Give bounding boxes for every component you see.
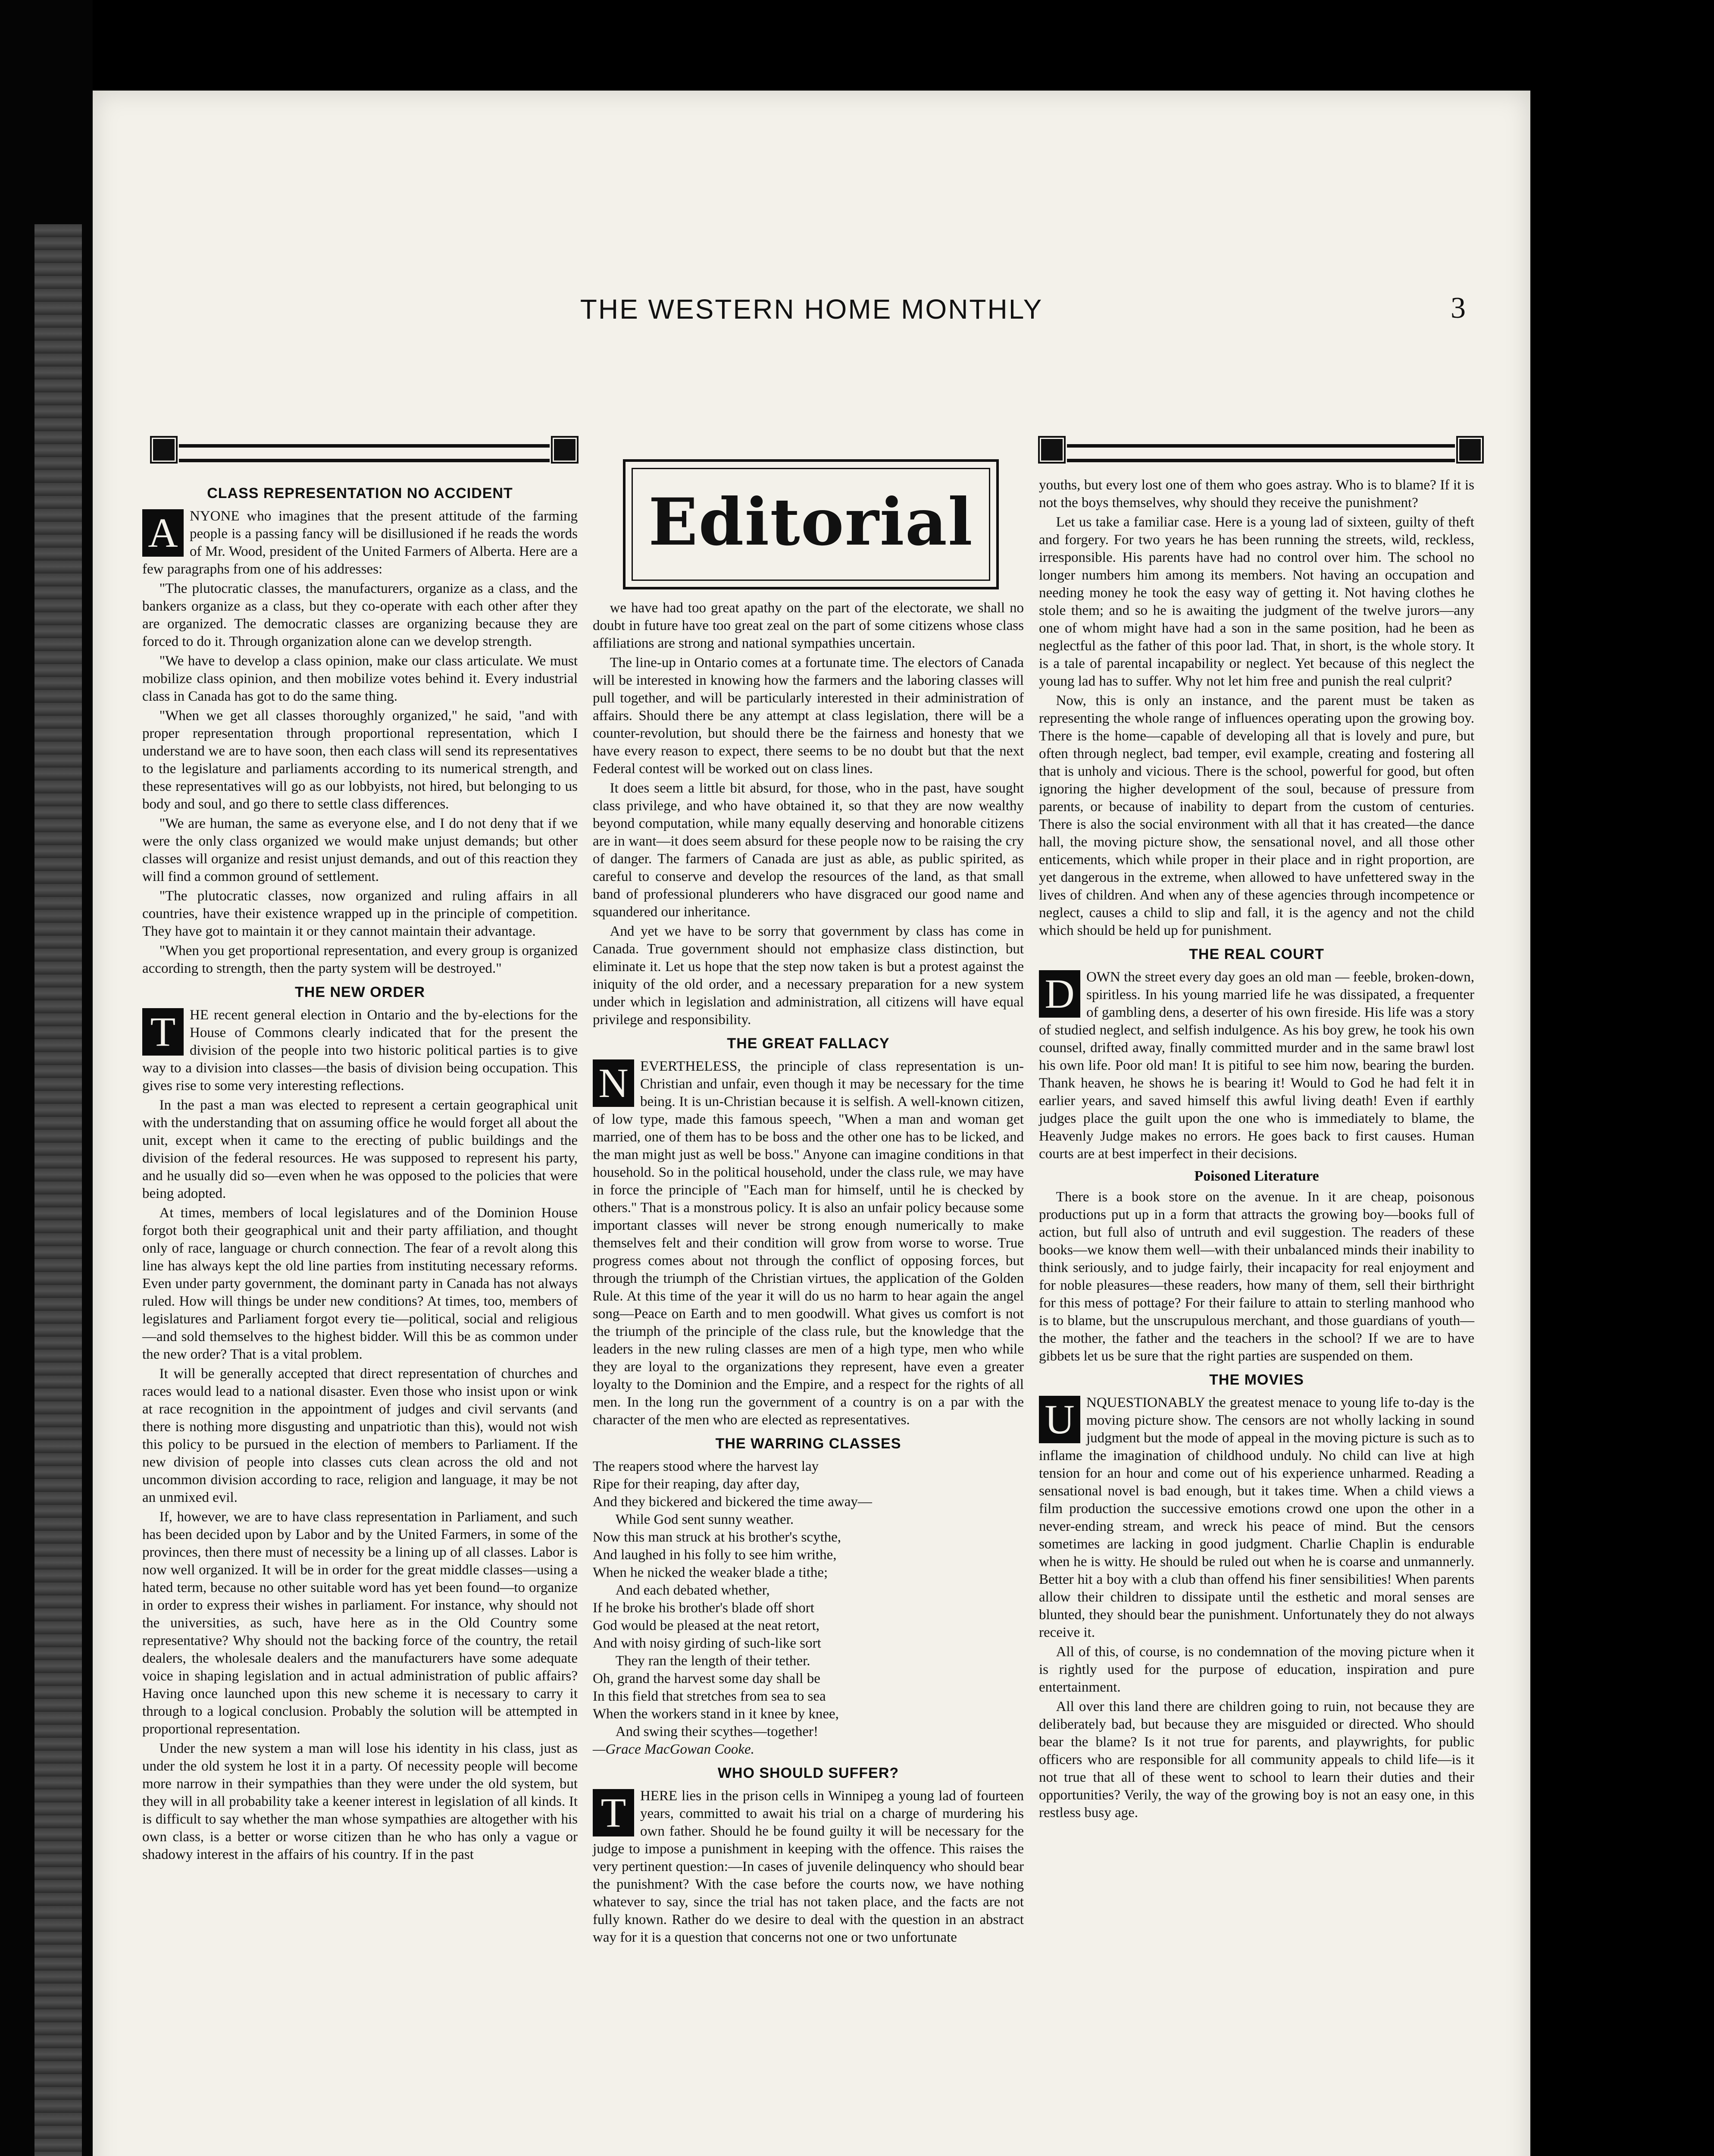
- drop-cap: N: [593, 1059, 634, 1107]
- poem-line: Ripe for their reaping, day after day,: [593, 1476, 800, 1492]
- article-paragraph: And yet we have to be sorry that government by class has come in Canada. True government should not emphasize class distinction, but eliminate it. Let us hope that the step now taken is but a protest against the iniquity of the old order, and a necessary preparation for a new system under which in legislation and administration, all citizens will have equal privilege and responsibility.: [593, 924, 1024, 1028]
- facing-page-strip: [34, 224, 82, 2156]
- column-right: [1039, 476, 1474, 1824]
- poem-line: And swing their scythes—together!: [615, 1724, 818, 1739]
- poem-line: And laughed in his folly to see him writhe,: [593, 1547, 837, 1563]
- article-paragraph: D OWN the street every day goes an old man — feeble, broken-down, spiritless. In his young married life he was dissipated, a frequenter of gambling dens, a deserter of his own fireside. His life was a story of studied neglect, and selfish indulgence. As his boy grew, he took his own counsel, drifted away, finally committed murder and in the same brawl lost his own life. Poor old man! It is pitiful to see him now, bearing the burden. Thank heaven, he shows he is bearing it! Would to God he had felt it in earlier years, and saved himself this awful living death! Even if earthly judges place the guilt upon the one who is immediately to blame, the Heavenly Judge makes no errors. He goes back to first causes. Human courts are at best imperfect in their decisions.: [1039, 969, 1474, 1162]
- column-center: [593, 599, 1024, 1948]
- page-number: 3: [1451, 291, 1466, 325]
- poem-line: Oh, grand the harvest some day shall be: [593, 1671, 820, 1686]
- article-paragraph: T HERE lies in the prison cells in Winnipeg a young lad of fourteen years, committed to await his trial on a charge of murdering his own father. Should he be found guilty it will be necessary for the judge to impose a punishment in keeping with the offence. This raises the very pertinent question:—In cases of juvenile delinquency who should bear the punishment? With the case before the courts now, we have nothing whatever to say, since the trial has not taken place, and the facts are not fully known. Rather do we desire to deal with the question in an abstract way for it is a question that concerns not one or two unfortunate: [593, 1788, 1024, 1945]
- poem-line: They ran the length of their tether.: [615, 1653, 810, 1669]
- article-paragraph: Under the new system a man will lose his identity in his class, just as under the old system he lost it in a party. Of necessity people will become more narrow in their sympathies than they were under the old system, but they will in all probability take a keener interest in legislation of all kinds. It is difficult to say whether the man whose sympathies are altogether with his own class, is a better or worse citizen than he who has only a vague or shadowy interest in the affairs of his country. If in the past: [142, 1741, 578, 1862]
- article-paragraph: All over this land there are children going to ruin, not because they are deliberately bad, but because they are misguided or directed. Who should bear the blame? Is it not true for parents, and playwrights, for public officers who are responsible for all community appeals to child life—is it not true that all of these went to school to learn their duties and their opportunities? Verily, the way of the growing boy is not an easy one, in this restless busy age.: [1039, 1699, 1474, 1821]
- drop-cap: U: [1039, 1396, 1080, 1443]
- article-paragraph: "We have to develop a class opinion, make our class articulate. We must mobilize class opinion, and then mobilize votes behind it. Every industrial class in Canada has got to do the same thing.: [142, 653, 578, 704]
- article-paragraph: "We are human, the same as everyone else, and I do not deny that if we were the only class organized we would make unjust demands; but other classes will organize and resist unjust demands, and out of this reaction they will find a common ground of settlement.: [142, 816, 578, 884]
- heading-great-fallacy: THE GREAT FALLACY: [727, 1035, 890, 1052]
- drop-cap: T: [593, 1789, 634, 1836]
- ornamental-rule-right: [1037, 444, 1485, 462]
- article-paragraph: There is a book store on the avenue. In it are cheap, poisonous productions put up in a form that attracts the growing boy—books full of action, but full also of untruth and evil suggestion. The readers of these books—we know them well—with their unbalanced minds their inability to think seriously, and to judge fairly, their incapacity for real enjoyment and for noble pleasures—these readers, how many of them, sell their birthright for this mess of pottage? For their failure to attain to sterling manhood who is to blame, but the unscrupulous merchant, and those guardians of youth—the mother, the father and the teachers in the school? If we are to have gibbets let us be sure that the right parties are suspended on them.: [1039, 1189, 1474, 1364]
- article-paragraph: youths, but every lost one of them who goes astray. Who is to blame? If it is not the boys themselves, why should they receive the punishment?: [1039, 477, 1474, 511]
- article-paragraph: It does seem a little bit absurd, for those, who in the past, have sought class privilege, and who have obtained it, so that they are now wealthy beyond computation, while many equally deserving and honorable citizens are in want—it does seem absurd for these people now to be raising the cry of danger. The farmers of Canada are just as able, as public spirited, as careful to conserve and develop the resources of the land, as that small band of professional plunderers who have disgraced our good name and squandered our inheritance.: [593, 780, 1024, 920]
- article-paragraph: "When you get proportional representation, and every group is organized according to strength, then the party system will be destroyed.": [142, 943, 578, 976]
- masthead: THE WESTERN HOME MONTHLY: [580, 294, 1043, 325]
- drop-cap: A: [142, 509, 184, 557]
- article-paragraph: All of this, of course, is no condemnation of the moving picture when it is rightly used for the purpose of education, inspiration and pure entertainment.: [1039, 1644, 1474, 1695]
- heading-warring-classes: THE WARRING CLASSES: [715, 1435, 901, 1452]
- magazine-page: [93, 91, 1530, 2156]
- editorial-title: Editorial: [648, 484, 973, 560]
- article-paragraph: U NQUESTIONABLY the greatest menace to young life to-day is the moving picture show. The censors are not wholly lacking in sound judgment but the mode of appeal in the moving picture is such as to inflame the imagination of childhood unduly. No child can live at high tension for an hour and come out of his experience unharmed. Reading a sensational novel is bad enough, but it takes time. When a child views a film production the successive emotions crowd one upon the other in a never-ending stream, and wreck his peace of mind. But the censors sometimes are lacking in good judgment. Charlie Chaplin is endurable when he is witty. He should be ruled out when he is coarse and unmannerly. Better hit a boy with a club than offend his finer sensibilities! When parents allow their children to dissipate until the esthetic and moral senses are blunted, they should bear the punishment. Unfortunately they do not always receive it.: [1039, 1395, 1474, 1640]
- article-paragraph: In the past a man was elected to represent a certain geographical unit with the understanding that on assuming office he would forget all about the unit, except when it came to the erecting of public buildings and the division of the federal resources. He was supposed to represent his party, and he usually did so—even when he was opposed to the policies that were being adopted.: [142, 1097, 578, 1201]
- subheading-poisoned-literature: Poisoned Literature: [1194, 1168, 1319, 1184]
- poem-line: Now this man struck at his brother's scythe,: [593, 1529, 841, 1545]
- article-paragraph: "When we get all classes thoroughly organized," he said, "and with proper representation through proportional representation, which I understand we are to have soon, then each class will send its representatives to the legislature and parliaments according to its numerical strength, and these representatives will go as our lobbyists, not hired, but belonging to us body and soul, and go there to settle class differences.: [142, 708, 578, 812]
- article-paragraph: "The plutocratic classes, now organized and ruling affairs in all countries, have their existence wrapped up in the principle of competition. They have got to maintain it or they cannot maintain their advantage.: [142, 888, 578, 939]
- heading-class-representation: CLASS REPRESENTATION NO ACCIDENT: [207, 485, 513, 501]
- article-paragraph: A NYONE who imagines that the present attitude of the farming people is a passing fancy will be disillusioned if he reads the words of Mr. Wood, president of the United Farmers of Alberta. Here are a few paragraphs from one of his addresses:: [142, 508, 578, 577]
- heading-the-movies: THE MOVIES: [1209, 1372, 1304, 1388]
- article-paragraph: The line-up in Ontario comes at a fortunate time. The electors of Canada will be interested in knowing how the farmers and the laboring classes will pull together, and will be particularly interested in their administration of affairs. Should there be any attempt at class legislation, there will be a counter-revolution, but should there be the fairness and honesty that we have every reason to expect, there seems to be no doubt but that the next Federal contest will be worked out on class lines.: [593, 655, 1024, 777]
- article-paragraph: At times, members of local legislatures and of the Dominion House forgot both their geographical unit and their party affiliation, and thought only of race, language or church connection. The fear of a revolt along this line has always kept the old line parties from instituting necessary reforms. Even under party government, the dominant party in Canada has not always ruled. How will things be under new conditions? At times, too, members of legislatures and Parliament forgot every tie—political, social and religious—and sold themselves to the highest bidder. Will this be as common under the new order? That is a vital problem.: [142, 1205, 578, 1362]
- article-paragraph: Now, this is only an instance, and the parent must be taken as representing the whole range of influences operating upon the growing boy. There is the home—capable of developing all that is lovely and pure, but often through neglect, bad temper, evil example, creating and fostering all that is unholy and vicious. There is the school, powerful for good, but often ignoring the higher development of the soul, because of pressure from parents, or because of inability to depart from the custom of centuries. There is also the social environment with all that it has created—the dance hall, the moving picture show, the sensational novel, and all those other enticements, which while proper in their place and in right proportion, are yet dangerous in the extreme, when allowed to have unfettered sway in the lives of children. And when any of these agencies through incompetence or neglect, causes a child to slip and fall, it is the agency and not the child which should be held up for punishment.: [1039, 693, 1474, 938]
- poem-line: And each debated whether,: [615, 1583, 770, 1598]
- article-paragraph: N EVERTHELESS, the principle of class representation is un-Christian and unfair, even though it may be necessary for the time being. It is un-Christian because it is selfish. A well-known citizen, of low type, made this famous speech, "When a man and woman get married, one of them has to be boss and the other one has to be licked, and the man might just as well be boss." Anyone can imagine conditions in that household. So in the political household, under the class rule, we may have in force the principle of "Each man for himself, until he is checked by others." That is a monstrous policy. It is also an unfair policy because some important classes will never be strong enough numerically to make themselves felt and their condition will grow from worse to worse. True progress comes about not through the conflict of opposing forces, but through the triumph of the Christian virtues, the application of the Golden Rule. At this time of the year it will do us no harm to hear again the angel song—Peace on Earth and to men goodwill. What gives us comfort is not the triumph of the principle of the class rule, but the knowledge that the leaders in the new ruling classes are men of a high type, men who while they are loyal to the organizations they represent, have even a greater loyalty to the Dominion and the Empire, and a respect for the rights of all men. In the long run the government of a country is on a par with the character of the men who are elected as representatives.: [593, 1059, 1024, 1428]
- poem: [593, 1458, 1024, 1758]
- column-left: [142, 479, 578, 1865]
- facing-page-edge: [0, 0, 93, 2156]
- heading-new-order: THE NEW ORDER: [295, 984, 425, 1000]
- poem-line: While God sent sunny weather.: [615, 1512, 794, 1527]
- heading-real-court: THE REAL COURT: [1189, 946, 1324, 962]
- editorial-banner: [623, 459, 999, 589]
- poem-line: When the workers stand in it knee by knee,: [593, 1706, 839, 1722]
- article-paragraph: Let us take a familiar case. Here is a young lad of sixteen, guilty of theft and forgery. For two years he has been running the streets, wild, reckless, irresponsible. His parents have had no control over him. The school no longer numbers him among its members. Not having an occupation and needing money he took the easy way of getting it. Not having clothes he stole them; and so he is awaiting the judgment of the twelve jurors—any one of whom might have had a son in the same position, had he been as neglectful as the father of this poor lad. That, in short, is the whole story. It is a tale of parental incapability or neglect. Yet because of this neglect the young lad has to suffer. Why not let him free and punish the real culprit?: [1039, 514, 1474, 689]
- article-paragraph: It will be generally accepted that direct representation of churches and races would lead to a national disaster. Even those who insist upon or wink at race recognition in the appointment of judges and civil servants (and there is nothing more disgusting and unpatriotic than this), would not wish this policy to be pursued in the election of members to Parliament. If the new division of people into classes cuts clean across the old and not uncommon division according to race, religion and language, it may be not an unmixed evil.: [142, 1366, 578, 1505]
- heading-who-should-suffer: WHO SHOULD SUFFER?: [717, 1765, 899, 1781]
- drop-cap: T: [142, 1008, 184, 1056]
- ornamental-rule-left: [149, 444, 580, 462]
- article-paragraph: we have had too great apathy on the part of the electorate, we shall no doubt in future have too great zeal on the part of some citizens whose class affiliations are strong and national sympathies uncertain.: [593, 600, 1024, 651]
- article-paragraph: T HE recent general election in Ontario and the by-elections for the House of Commons clearly indicated that for the present the division of the people into two historic political parties is to give way to a division into classes—the basis of division being occupation. This gives rise to some very interesting reflections.: [142, 1007, 578, 1094]
- poem-line: If he broke his brother's blade off short: [593, 1600, 814, 1616]
- poem-line: And they bickered and bickered the time away—: [593, 1494, 872, 1510]
- poem-line: In this field that stretches from sea to sea: [593, 1689, 826, 1704]
- poem-line: And with noisy girding of such-like sort: [593, 1636, 821, 1651]
- article-paragraph: If, however, we are to have class representation in Parliament, and such has been decided upon by Labor and by the United Farmers, in some of the provinces, then there must of necessity be a lining up of all classes. Labor is now well organized. It will be in order for the great middle classes—using a hated term, because no other suitable word has yet been found—to organize in order to express their wishes in parliament. For instance, why should not the universities, as such, have here as in the Old Country some representative? Why should not the backing force of the country, the retail dealers, the wholesale dealers and the manufacturers have some adequate voice in shaping legislation and in actual administration of public affairs? Having once launched upon this new scheme it is necessary to carry it through to a logical conclusion. Probably the solution will be attempted in proportional representation.: [142, 1509, 578, 1737]
- drop-cap: D: [1039, 970, 1080, 1018]
- poem-line: When he nicked the weaker blade a tithe;: [593, 1565, 828, 1580]
- article-paragraph: "The plutocratic classes, the manufacturers, organize as a class, and the bankers organize as a class, but they co-operate with each other after they are organized. The democratic classes are organizing because they are forced to do it. Through organization alone can we develop strength.: [142, 581, 578, 649]
- poem-line: The reapers stood where the harvest lay: [593, 1459, 819, 1474]
- poem-line: God would be pleased at the neat retort,: [593, 1618, 819, 1633]
- poem-author: —Grace MacGowan Cooke.: [593, 1742, 754, 1757]
